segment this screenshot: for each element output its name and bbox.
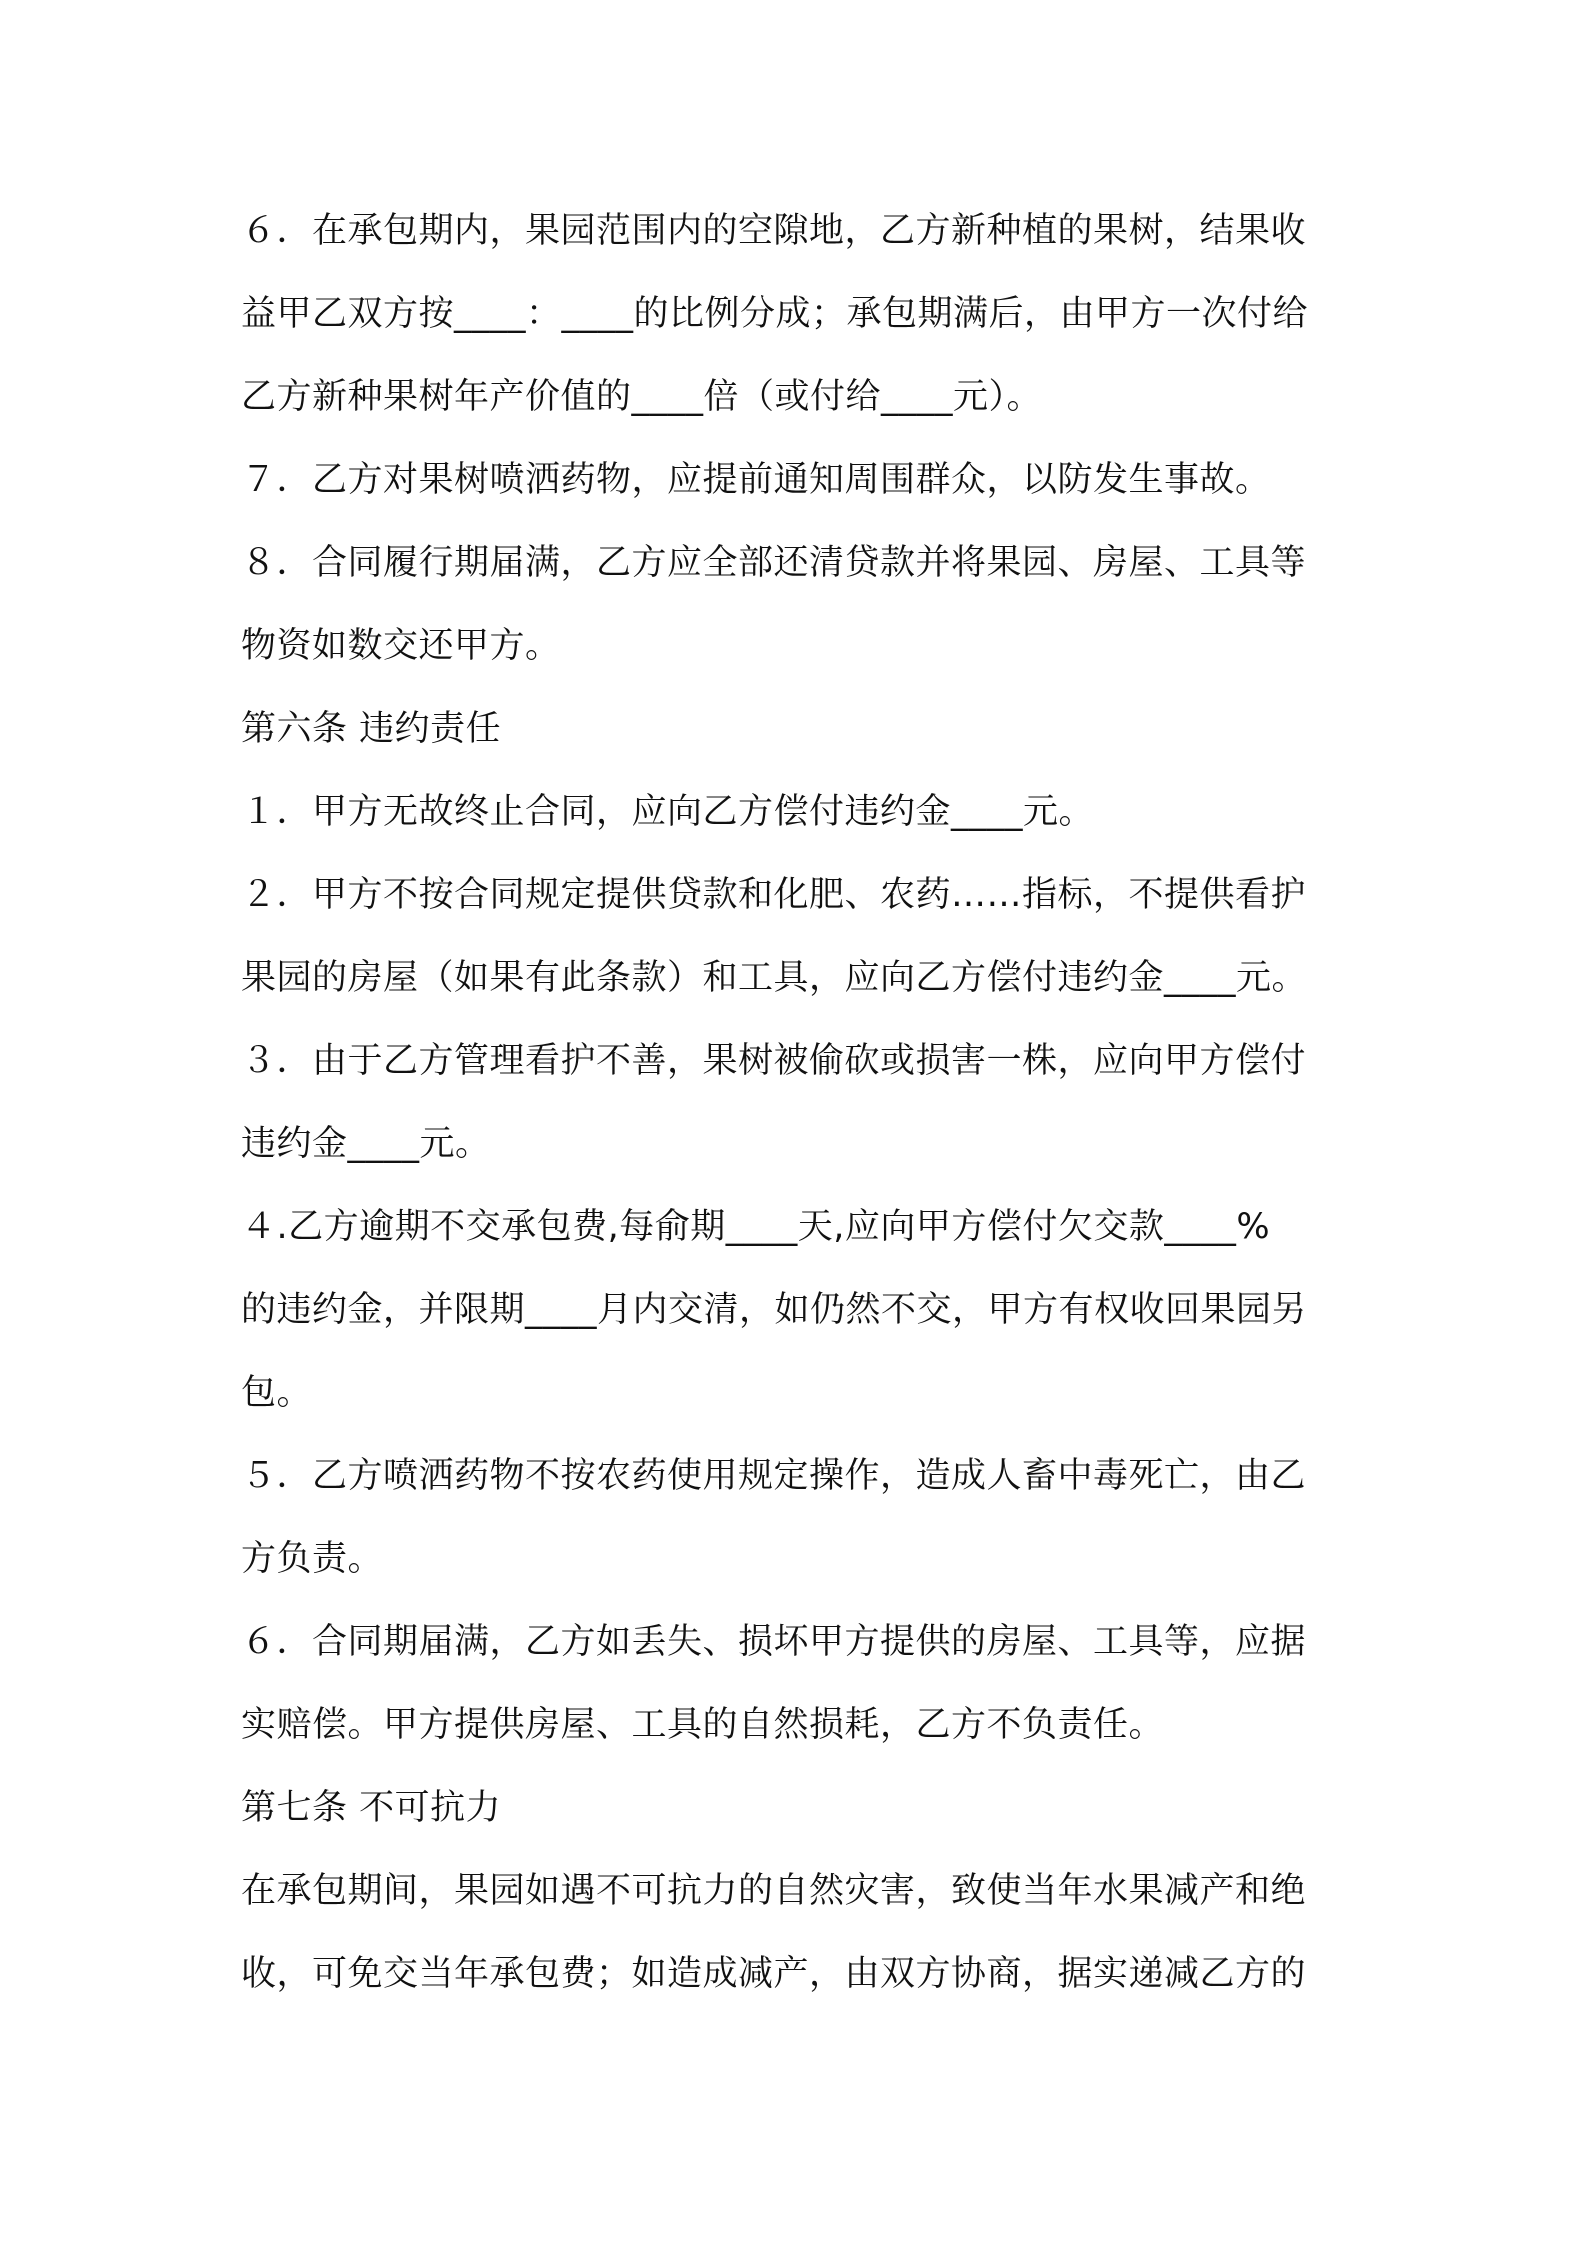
document-page — [241, 198, 1351, 2024]
clause-6-line-1: ６．在承包期内，果园范围内的空隙地，乙方新种植的果树，结果收 — [241, 211, 1307, 251]
breach-item-2-line-1: ２．甲方不按合同规定提供贷款和化肥、农药……指标，不提供看护 — [241, 875, 1307, 915]
breach-item-3-line-1: ３．由于乙方管理看护不善，果树被偷砍或损害一株，应向甲方偿付 — [241, 1041, 1307, 1081]
breach-item-3-line-2: 违约金____元。 — [241, 1124, 491, 1164]
breach-item-6-line-1: ６．合同期届满，乙方如丢失、损坏甲方提供的房屋、工具等，应据 — [241, 1622, 1307, 1662]
article-6-heading: 第六条 违约责任 — [241, 709, 502, 749]
clause-8-line-1: ８．合同履行期届满，乙方应全部还清贷款并将果园、房屋、工具等 — [241, 543, 1307, 583]
force-majeure-line-1: 在承包期间，果园如遇不可抗力的自然灾害，致使当年水果减产和绝 — [241, 1871, 1307, 1911]
breach-item-4-line-3: 包。 — [241, 1373, 313, 1413]
breach-item-5-line-1: ５．乙方喷洒药物不按农药使用规定操作，造成人畜中毒死亡，由乙 — [241, 1456, 1307, 1496]
breach-item-6-line-2: 实赔偿。甲方提供房屋、工具的自然损耗，乙方不负责任。 — [241, 1705, 1165, 1745]
breach-item-4-line-1: ４.乙方逾期不交承包费,每俞期____天,应向甲方偿付欠交款____% — [241, 1207, 1271, 1247]
breach-item-4-line-2: 的违约金，并限期____月内交清，如仍然不交，甲方有权收回果园另 — [241, 1290, 1308, 1330]
clause-8-line-2: 物资如数交还甲方。 — [241, 626, 561, 666]
breach-item-1-line-1: １．甲方无故终止合同，应向乙方偿付违约金____元。 — [241, 792, 1095, 832]
clause-6-line-3: 乙方新种果树年产价值的____倍（或付给____元）。 — [241, 377, 1043, 417]
force-majeure-line-2: 收，可免交当年承包费；如造成减产，由双方协商，据实递减乙方的 — [241, 1954, 1307, 1994]
clause-6-line-2: 益甲乙双方按____：____的比例分成；承包期满后，由甲方一次付给 — [241, 294, 1309, 334]
clause-7-line-1: ７．乙方对果树喷洒药物，应提前通知周围群众，以防发生事故。 — [241, 460, 1271, 500]
breach-item-2-line-2: 果园的房屋（如果有此条款）和工具，应向乙方偿付违约金____元。 — [241, 958, 1308, 998]
article-7-heading: 第七条 不可抗力 — [241, 1788, 502, 1828]
breach-item-5-line-2: 方负责。 — [241, 1539, 384, 1579]
